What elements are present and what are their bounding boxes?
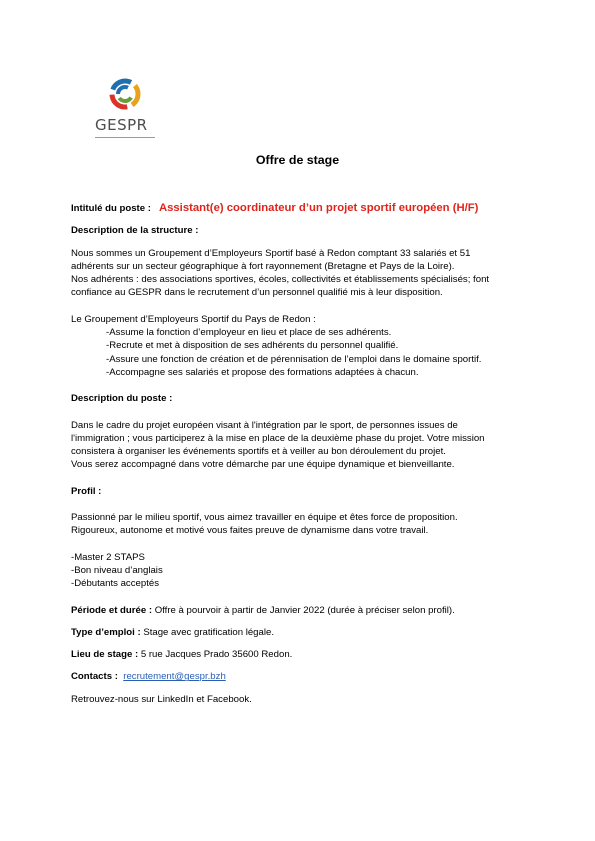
structure-heading: Description de la structure : bbox=[71, 225, 199, 237]
logo-tagline-icon bbox=[95, 136, 155, 139]
lieu-label: Lieu de stage : bbox=[71, 649, 139, 661]
structure-line: confiance au GESPR dans le recrutement d’un personnel qualifié mis à leur disposition. bbox=[71, 287, 443, 299]
profil-line: Passionné par le milieu sportif, vous aimez travailler en équipe et êtes force de proposition. bbox=[71, 512, 458, 524]
poste-line: consistera à organiser les événements sportifs et à veiller au bon déroulement du projet. bbox=[71, 446, 446, 458]
offer-content bbox=[71, 202, 531, 706]
structure-line: adhérents sur un secteur géographique à fort rayonnement (Bretagne et Pays de la Loire). bbox=[71, 260, 455, 272]
type-value: Stage avec gratification légale. bbox=[140, 626, 274, 638]
periode-line bbox=[71, 604, 531, 617]
intitule-line bbox=[71, 202, 531, 215]
structure-line: Nos adhérents : des associations sportives, écoles, collectivités et établissements spécialisés; font bbox=[71, 274, 490, 286]
structure-item: -Assure une fonction de création et de pérennisation de l’emploi dans le domaine sportif. bbox=[106, 353, 482, 365]
contacts-line bbox=[71, 670, 531, 683]
type-label: Type d’emploi : bbox=[71, 626, 141, 638]
profil-item: -Master 2 STAPS bbox=[71, 551, 145, 563]
contact-email-link[interactable]: recrutement@gespr.bzh bbox=[123, 671, 226, 683]
intitule-value: Assistant(e) coordinateur d’un projet sportif européen (H/F) bbox=[158, 202, 479, 214]
structure-intro: Le Groupement d’Employeurs Sportif du Pays de Redon : bbox=[71, 313, 316, 325]
structure-item: -Recrute et met à disposition de ses adhérents du personnel qualifié. bbox=[106, 340, 399, 352]
lieu-line bbox=[71, 648, 531, 661]
periode-label: Période et durée : bbox=[71, 604, 153, 616]
poste-line: Dans le cadre du projet européen visant à l'intégration par le sport, de personnes issues de bbox=[71, 419, 458, 431]
lieu-value: 5 rue Jacques Prado 35600 Redon. bbox=[138, 649, 293, 661]
structure-line: Nous sommes un Groupement d’Employeurs Sportif basé à Redon comptant 33 salariés et 51 bbox=[71, 247, 471, 259]
poste-line: l'immigration ; vous participerez à la mise en place de la deuxième phase du projet. Votre mission bbox=[71, 432, 485, 444]
poste-heading: Description du poste : bbox=[71, 393, 173, 405]
page-title: Offre de stage bbox=[255, 153, 340, 167]
logo-text: GESPR bbox=[95, 116, 148, 134]
profil-heading: Profil : bbox=[71, 485, 102, 497]
periode-value: Offre à pourvoir à partir de Janvier 2022 (durée à préciser selon profil). bbox=[152, 604, 455, 616]
profil-line: Rigoureux, autonome et motivé vous faites preuve de dynamisme dans votre travail. bbox=[71, 525, 429, 537]
intitule-label: Intitulé du poste : bbox=[71, 203, 151, 214]
footer-text: Retrouvez-nous sur LinkedIn et Facebook. bbox=[71, 693, 252, 705]
structure-item: -Assume la fonction d’employeur en lieu et place de ses adhérents. bbox=[106, 327, 392, 339]
gespr-logo bbox=[95, 74, 163, 144]
poste-line: Vous serez accompagné dans votre démarche par une équipe dynamique et bienveillante. bbox=[71, 459, 455, 471]
profil-item: -Débutants acceptés bbox=[71, 578, 159, 590]
logo-swirl-icon bbox=[95, 74, 163, 118]
structure-item: -Accompagne ses salariés et propose des formations adaptées à chacun. bbox=[106, 366, 419, 378]
contacts-label: Contacts : bbox=[71, 671, 118, 683]
profil-item: -Bon niveau d’anglais bbox=[71, 564, 163, 576]
type-line bbox=[71, 626, 531, 639]
